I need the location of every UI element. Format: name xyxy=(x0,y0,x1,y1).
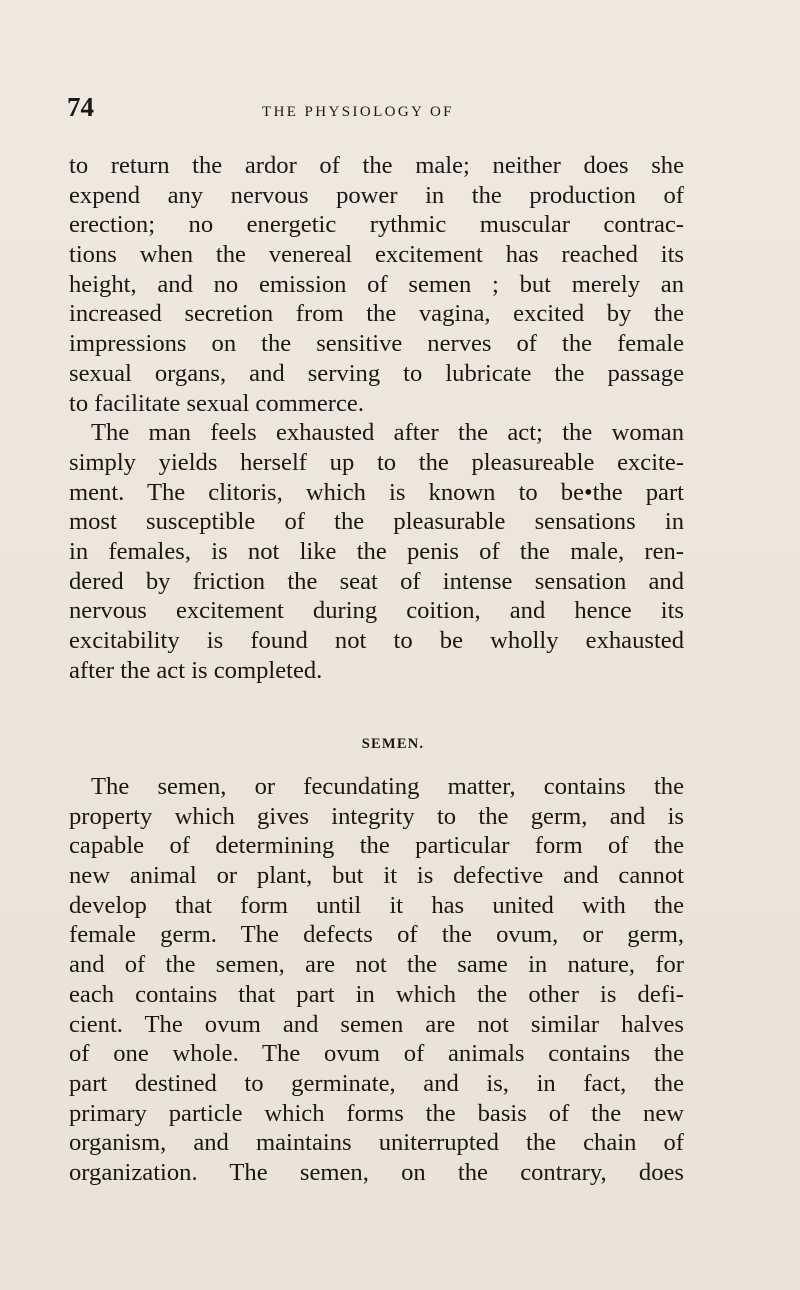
paragraph-2-line: excitability is found not to be wholly exhausted xyxy=(69,627,684,654)
running-head: THE PHYSIOLOGY OF xyxy=(262,104,454,120)
paragraph-2-line: ment. The clitoris, which is known to be•the part xyxy=(69,478,684,506)
paragraph-3-line: each contains that part in which the other is defi- xyxy=(69,980,684,1008)
paragraph-1-line: height, and no emission of semen ; but merely an xyxy=(69,270,684,298)
paragraph-1-line: to facilitate sexual commerce. xyxy=(69,389,364,417)
paragraph-3-line: part destined to germinate, and is, in fact, the xyxy=(69,1069,684,1097)
paragraph-1-line: erection; no energetic rythmic muscular contrac- xyxy=(69,211,684,239)
paragraph-1-line: increased secretion from the vagina, excited by the xyxy=(69,300,684,328)
paragraph-3-line: property which gives integrity to the germ, and is xyxy=(69,802,684,830)
paragraph-3-line: organism, and maintains uniterrupted the chain of xyxy=(69,1129,684,1157)
paragraph-1-line: expend any nervous power in the production of xyxy=(69,181,684,209)
paragraph-1-line: to return the ardor of the male; neither does she xyxy=(69,152,684,179)
paragraph-1-line: tions when the venereal excitement has reached its xyxy=(69,241,684,269)
paragraph-3-line: The semen, or fecundating matter, contains the xyxy=(91,773,684,800)
text-block-lower xyxy=(69,772,684,1188)
paragraph-3-line: new animal or plant, but it is defective and cannot xyxy=(69,862,684,890)
paragraph-2-line: dered by friction the seat of intense sensation and xyxy=(69,567,684,595)
paragraph-3-line: cient. The ovum and semen are not similar halves xyxy=(69,1010,684,1038)
paragraph-3-line: of one whole. The ovum of animals contains the xyxy=(69,1040,684,1068)
paragraph-3-line: female germ. The defects of the ovum, or germ, xyxy=(69,921,684,949)
paragraph-2-line: in females, is not like the penis of the male, ren- xyxy=(69,537,684,565)
paragraph-3-line: primary particle which forms the basis of the new xyxy=(69,1099,684,1127)
paragraph-3-line: develop that form until it has united with the xyxy=(69,891,684,919)
paragraph-1-line: impressions on the sensitive nerves of the female xyxy=(69,330,684,358)
paragraph-2-line: most susceptible of the pleasurable sensations in xyxy=(69,508,684,536)
paragraph-2 xyxy=(69,418,684,685)
paragraph-3-line: capable of determining the particular form of the xyxy=(69,832,684,860)
paragraph-3-line: organization. The semen, on the contrary, does xyxy=(69,1158,684,1186)
paragraph-2-line: nervous excitement during coition, and hence its xyxy=(69,597,684,625)
page-number: 74 xyxy=(67,92,94,122)
paragraph-1-line: sexual organs, and serving to lubricate the passage xyxy=(69,359,684,387)
paragraph-3 xyxy=(69,772,684,1188)
paragraph-2-line: The man feels exhausted after the act; the woman xyxy=(91,419,684,447)
paragraph-1 xyxy=(69,151,684,418)
paragraph-2-line: after the act is completed. xyxy=(69,656,323,684)
section-heading: SEMEN. xyxy=(361,736,425,752)
text-block-upper xyxy=(69,151,684,685)
paragraph-2-line: simply yields herself up to the pleasureable excite- xyxy=(69,448,684,476)
paragraph-3-line: and of the semen, are not the same in nature, for xyxy=(69,951,684,979)
